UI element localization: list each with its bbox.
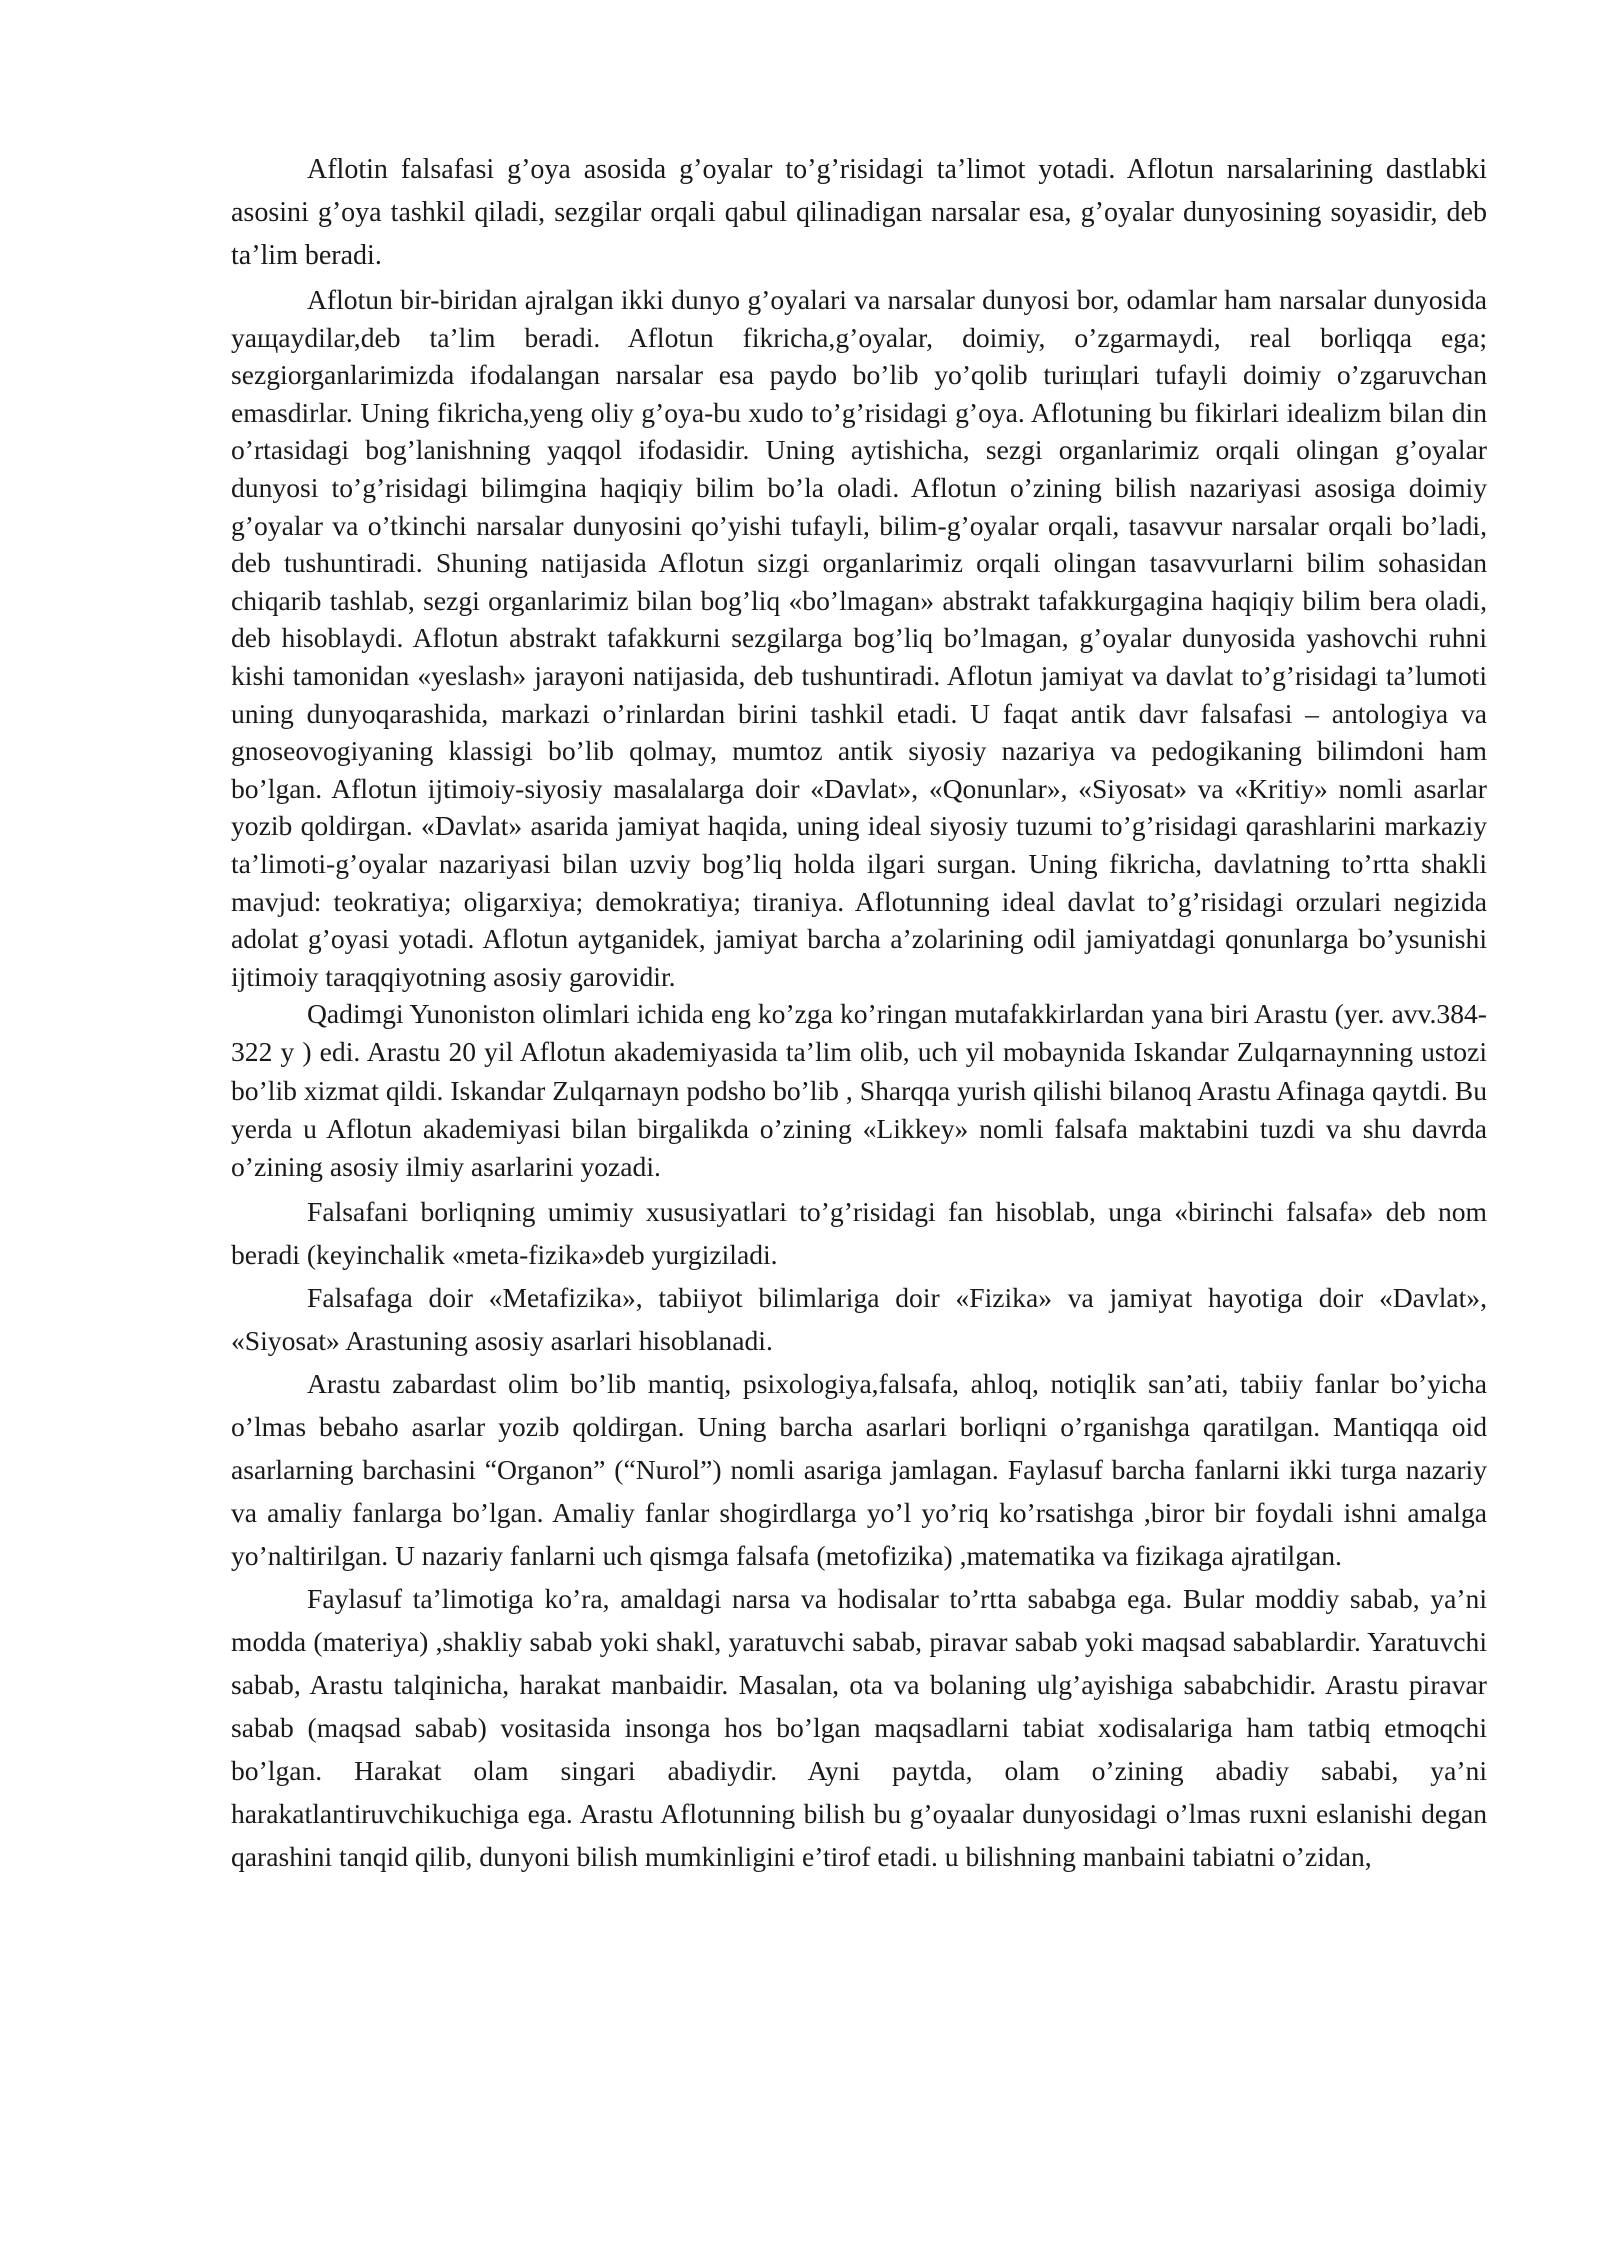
- paragraph-arastu-intro: Qadimgi Yunoniston olimlari ichida eng ko’zga ko’ringan mutafakkirlardan yana biri Arastu (yer. avv.384-322 y ) edi. Arastu 20 yil Aflotun akademiyasida ta’lim olib, uch yil mobaynida Iskandar Zulqarnaynning ustozi bo’lib xizmat qildi. Iskandar Zulqarnayn podsho bo’lib , Sharqqa yurish qilishi bilanoq Arastu Afinaga qaytdi. Bu yerda u Aflotun akademiyasi bilan birgalikda o’zining «Likkey» nomli falsafa maktabini tuzdi va shu davrda o’zining asosiy ilmiy asarlarini yozadi.: [231, 998, 1487, 1183]
- paragraph-aflotun-two-worlds: Aflotun bir-biridan ajralgan ikki dunyo g’oyalari va narsalar dunyosi bor, odamlar ham narsalar dunyosida yaщaydilar,deb ta’lim beradi. Aflotun fikricha,g’oyalar, doimiy, o’zgarmaydi, real borliqqa ega; sezgiorganlarimizda ifodalangan narsalar esa paydo bo’lib yo’qolib turiщlari tufayli doimiy o’zgaruvchan emasdirlar. Uning fikricha,yeng oliy g’oya-bu xudo to’g’risidagi g’oya. Aflotuning bu fikirlari idealizm bilan din o’rtasidagi bog’lanishning yaqqol ifodasidir. Uning aytishicha, sezgi organlarimiz orqali olingan g’oyalar dunyosi to’g’risidagi bilimgina haqiqiy bilim bo’la oladi. Aflotun o’zining bilish nazariyasi asosiga doimiy g’oyalar va o’tkinchi narsalar dunyosini qo’yishi tufayli, bilim-g’oyalar orqali, tasavvur narsalar orqali bo’ladi, deb tushuntiradi. Shuning natijasida Aflotun sizgi organlarimiz orqali olingan tasavvurlarni bilim sohasidan chiqarib tashlab, sezgi organlarimiz bilan bog’liq «bo’lmagan» abstrakt tafakkurgagina haqiqiy bilim bera oladi, deb hisoblaydi. Aflotun abstrakt tafakkurni sezgilarga bog’liq bo’lmagan, g’oyalar dunyosida yashovchi ruhni kishi tamonidan «yeslash» jarayoni natijasida, deb tushuntiradi. Aflotun jamiyat va davlat to’g’risidagi ta’lumoti uning dunyoqarashida, markazi o’rinlardan birini tashkil etadi. U faqat antik davr falsafasi – antologiya va gnoseovogiyaning klassigi bo’lib qolmay, mumtoz antik siyosiy nazariya va pedogikaning bilimdoni ham bo’lgan. Aflotun ijtimoiy-siyosiy masalalarga doir «Davlat», «Qonunlar», «Siyosat» va «Kritiy» nomli asarlar yozib qoldirgan. «Davlat» asarida jamiyat haqida, uning ideal siyosiy tuzumi to’g’risidagi qarashlarini markaziy ta’limoti-g’oyalar nazariyasi bilan uzviy bog’liq holda ilgari surgan. Uning fikricha, davlatning to’rtta shakli mavjud: teokratiya; oligarxiya; demokratiya; tiraniya. Aflotunning ideal davlat to’g’risidagi orzulari negizida adolat g’oyasi yotadi. Aflotun aytganidek, jamiyat barcha a’zolarining odil jamiyatdagi qonunlarga bo’ysunishi ijtimoiy taraqqiyotning asosiy garovidir.: [231, 284, 1487, 992]
- paragraph-arastu-sciences: Arastu zabardast olim bo’lib mantiq, psixologiya,falsafa, ahloq, notiqlik san’ati, tabiiy fanlar bo’yicha o’lmas bebaho asarlar yozib qoldirgan. Uning barcha asarlari borliqni o’rganishga qaratilgan. Mantiqqa oid asarlarning barchasini “Organon” (“Nurol”) nomli asariga jamlagan. Faylasuf barcha fanlarni ikki turga nazariy va amaliy fanlarga bo’lgan. Amaliy fanlar shogirdlarga yo’l yo’riq ko’rsatishga ,biror bir foydali ishni amalga yo’naltirilgan. U nazariy fanlarni uch qismga falsafa (metofizika) ,matematika va fizikaga ajratilgan.: [231, 1368, 1487, 1572]
- document-page: [231, 148, 1487, 1878]
- paragraph-arastu-works: Falsafaga doir «Metafizika», tabiiyot bilimlariga doir «Fizika» va jamiyat hayotiga doir «Davlat», «Siyosat» Arastuning asosiy asarlari hisoblanadi.: [231, 1282, 1487, 1357]
- paragraph-aflotun-ideas: Aflotin falsafasi g’oya asosida g’oyalar to’g’risidagi ta’limot yotadi. Aflotun narsalarining dastlabki asosini g’oya tashkil qiladi, sezgilar orqali qabul qilinadigan narsalar esa, g’oyalar dunyosining soyasidir, deb ta’lim beradi.: [231, 154, 1487, 271]
- paragraph-four-causes: Faylasuf ta’limotiga ko’ra, amaldagi narsa va hodisalar to’rtta sababga ega. Bular moddiy sabab, ya’ni modda (materiya) ,shakliy sabab yoki shakl, yaratuvchi sabab, piravar sabab yoki maqsad sabablardir. Yaratuvchi sabab, Arastu talqinicha, harakat manbaidir. Masalan, ota va bolaning ulg’ayishiga sababchidir. Arastu piravar sabab (maqsad sabab) vositasida insonga hos bo’lgan maqsadlarni tabiat xodisalariga ham tatbiq etmoqchi bo’lgan. Harakat olam singari abadiydir. Ayni paytda, olam o’zining abadiy sababi, ya’ni harakatlantiruvchikuchiga ega. Arastu Aflotunning bilish bu g’oyaalar dunyosidagi o’lmas ruxni eslanishi degan qarashini tanqid qilib, dunyoni bilish mumkinligini e’tirof etadi. u bilishning manbaini tabiatni o’zidan,: [231, 1583, 1487, 1873]
- paragraph-first-philosophy: Falsafani borliqning umimiy xususiyatlari to’g’risidagi fan hisoblab, unga «birinchi falsafa» deb nom beradi (keyinchalik «meta-fizika»deb yurgiziladi.: [231, 1196, 1487, 1271]
